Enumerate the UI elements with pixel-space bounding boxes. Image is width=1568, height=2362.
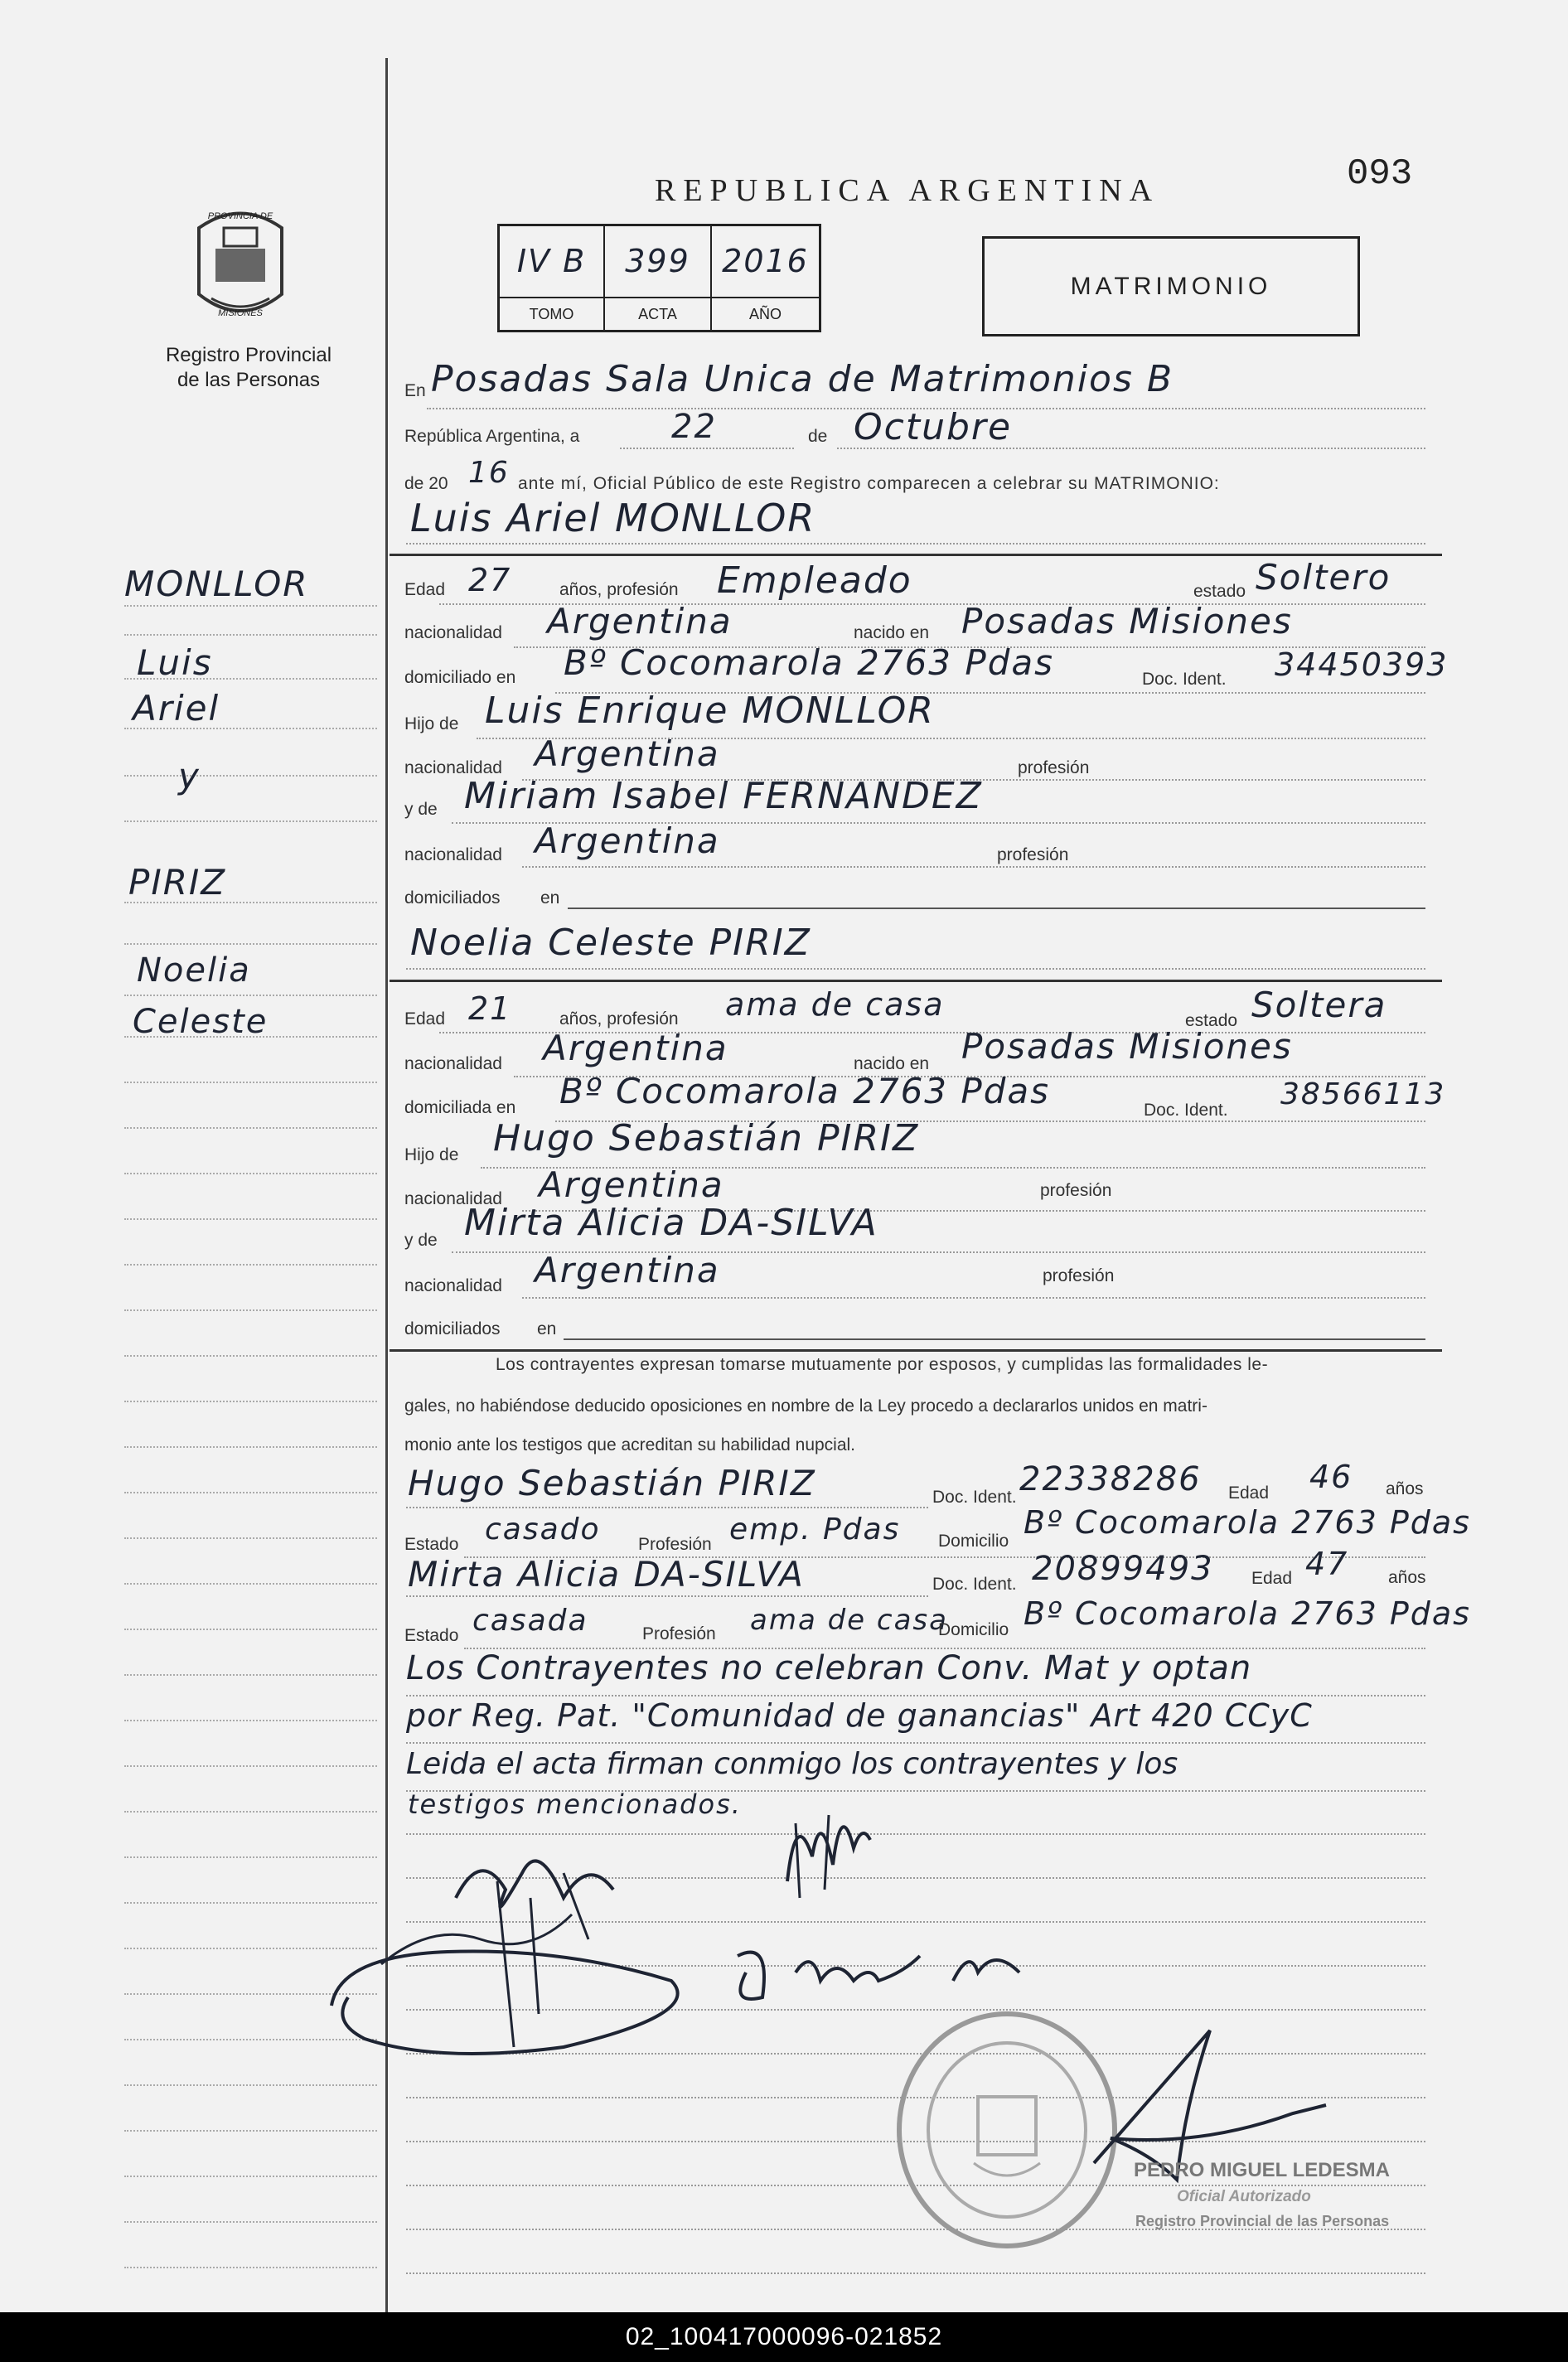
officer-title: Oficial Autorizado [1177,2188,1311,2205]
s2-padre-nac-value: Argentina [539,1164,724,1205]
s1-nacido-value: Posadas Misiones [961,601,1293,641]
w2-doc-label: Doc. Ident. [932,1575,1017,1594]
s2-edad-label: Edad [404,1009,446,1029]
notes-line3: Leida el acta firman conmigo los contrayentes y los [406,1747,1178,1781]
s1-padre-prof-label: profesión [1018,758,1090,777]
s2-madre-prof-label: profesión [1043,1266,1115,1285]
spouse1-name: Luis Ariel MONLLOR [410,496,816,540]
act-type-box: MATRIMONIO [982,236,1360,336]
s2-doc-label: Doc. Ident. [1144,1101,1228,1120]
s2-domiciliados-label: domiciliados [404,1319,501,1338]
s2-domicilio-value: Bº Cocomarola 2763 Pdas [559,1071,1050,1111]
s2-estado-label: estado [1185,1011,1238,1030]
official-stamp-text [895,2014,896,2015]
s1-hijo-label: Hijo de [404,714,459,733]
w1-profesion-value: emp. Pdas [729,1513,901,1546]
day-value: 22 [671,408,717,446]
s2-edad-value: 21 [468,990,512,1027]
s2-nacionalidad-value: Argentina [543,1028,728,1068]
w1-edad-value: 46 [1309,1459,1353,1495]
s2-nacido-value: Posadas Misiones [961,1026,1293,1067]
margin-surname-1: MONLLOR [124,564,309,604]
s1-nacido-label: nacido en [854,623,930,642]
s1-doc-value: 34450393 [1275,646,1449,683]
seal-text-bottom: MISIONES [218,308,263,318]
spouse2-name: Noelia Celeste PIRIZ [410,922,811,964]
signature-spouse1-icon [315,1798,746,2064]
s2-en-label: en [537,1319,557,1338]
s1-anos-profesion-label: años, profesión [559,580,679,599]
s1-padre-nac-value: Argentina [535,733,720,774]
w2-estado-label: Estado [404,1626,459,1645]
s1-madre-nac-label: nacionalidad [404,845,502,864]
s2-hijo-label: Hijo de [404,1145,459,1164]
registry-name-line2: de las Personas [177,369,321,391]
registry-name-line1: Registro Provincial [165,344,332,366]
s2-estado-value: Soltera [1251,985,1387,1025]
s2-madre-nac-value: Argentina [535,1250,720,1290]
margin-conj: y [178,756,201,796]
w2-doc-value: 20899493 [1032,1550,1214,1588]
s1-madre-prof-label: profesión [997,845,1069,864]
s2-anos-profesion-label: años, profesión [559,1009,679,1029]
s2-doc-value: 38566113 [1280,1077,1446,1111]
month-value: Octubre [854,406,1013,448]
record-reference-box [497,224,821,332]
s1-edad-value: 27 [468,562,512,598]
s1-padre-value: Luis Enrique MONLLOR [485,690,935,732]
acta-label: ACTA [605,298,712,330]
w2-profesion-label: Profesión [642,1624,716,1643]
s2-madre-nac-label: nacionalidad [404,1276,502,1295]
s2-nacionalidad-label: nacionalidad [404,1054,502,1073]
notes-line2: por Reg. Pat. "Comunidad de ganancias" Art 420 CCyC [406,1697,1313,1734]
declaration-line3: monio ante los testigos que acreditan su habilidad nupcial. [404,1435,856,1454]
s2-padre-nac-label: nacionalidad [404,1189,502,1208]
notes-line4: testigos mencionados. [408,1788,742,1820]
s1-yde-label: y de [404,800,438,819]
location-value: Posadas Sala Unica de Matrimonios B [431,358,1174,400]
w1-profesion-label: Profesión [638,1535,712,1554]
page-number: 093 [1347,153,1413,195]
declaration-line1: Los contrayentes expresan tomarse mutuamente por esposos, y cumplidas las formalidades le- [496,1355,1269,1374]
s1-padre-nac-label: nacionalidad [404,758,502,777]
s2-madre-value: Mirta Alicia DA-SILVA [464,1202,878,1244]
s1-doc-label: Doc. Ident. [1142,670,1227,689]
w2-anos-label: años [1388,1568,1426,1587]
w1-name: Hugo Sebastián PIRIZ [408,1463,816,1503]
s1-domiciliados-label: domiciliados [404,888,501,908]
s2-domiciliada-label: domiciliada en [404,1098,516,1117]
margin-given-1b: Ariel [133,688,220,728]
s2-nacido-label: nacido en [854,1054,930,1073]
s2-profesion-value: ama de casa [725,986,945,1023]
w1-estado-label: Estado [404,1535,459,1554]
w2-edad-label: Edad [1251,1569,1293,1588]
acta-value: 399 [625,243,690,279]
s2-yde-label: y de [404,1231,438,1250]
w1-domicilio-label: Domicilio [938,1532,1009,1551]
tomo-label: TOMO [500,298,605,330]
margin-given-2b: Celeste [133,1003,269,1041]
s1-madre-nac-value: Argentina [535,820,720,861]
s1-en-label: en [540,888,560,908]
w1-domicilio-value: Bº Cocomarola 2763 Pdas [1024,1504,1471,1541]
w2-edad-value: 47 [1305,1546,1349,1582]
anio-label: AÑO [748,306,782,322]
w2-domicilio-label: Domicilio [938,1620,1009,1639]
w1-anos-label: años [1386,1479,1424,1498]
en-label: En [404,381,426,400]
w1-doc-label: Doc. Ident. [932,1488,1017,1507]
s1-domicilio-value: Bº Cocomarola 2763 Pdas [564,642,1054,683]
seal-text-top: PROVINCIA DE [207,211,273,221]
w1-estado-value: casado [485,1513,601,1546]
republica-label: República Argentina, a [404,427,580,446]
w2-name: Mirta Alicia DA-SILVA [408,1554,805,1595]
margin-surname-2: PIRIZ [128,862,227,903]
margin-given-2a: Noelia [137,951,251,990]
year-suffix-value: 16 [468,456,510,490]
officer-name: PEDRO MIGUEL LEDESMA [1134,2159,1390,2181]
s1-estado-label: estado [1193,582,1246,601]
w2-profesion-value: ama de casa [750,1604,948,1637]
s1-nacionalidad-value: Argentina [547,601,733,641]
w1-edad-label: Edad [1228,1484,1270,1503]
s1-madre-value: Miriam Isabel FERNANDEZ [464,775,983,817]
s2-padre-prof-label: profesión [1040,1181,1112,1200]
image-code-footer: 02_100417000096-021852 [0,2312,1568,2362]
s1-estado-value: Soltero [1256,557,1391,598]
s1-domiciliado-label: domiciliado en [404,668,516,687]
s2-padre-value: Hugo Sebastián PIRIZ [493,1117,920,1159]
ante-text: ante mí, Oficial Público de este Registro comparecen a celebrar su MATRIMONIO: [518,474,1220,493]
margin-given-1a: Luis [137,642,213,683]
w1-doc-value: 22338286 [1019,1460,1202,1498]
tomo-value: IV B [516,243,587,279]
s1-edad-label: Edad [404,580,446,599]
signature-witness2-icon [721,1923,1053,2014]
w2-domicilio-value: Bº Cocomarola 2763 Pdas [1024,1595,1471,1632]
declaration-line2: gales, no habiéndose deducido oposiciones en nombre de la Ley procedo a declararlos unidos en matri- [404,1396,1207,1416]
officer-org: Registro Provincial de las Personas [1135,2213,1390,2229]
year-prefix-label: de 20 [404,474,448,493]
w2-estado-value: casada [472,1604,588,1638]
anio-value: 2016 [722,243,809,279]
de-label: de [808,427,828,446]
signature-witness-icon [762,1790,878,1906]
notes-line1: Los Contrayentes no celebran Conv. Mat y optan [406,1649,1252,1687]
country-title: REPUBLICA ARGENTINA [655,173,1160,208]
s1-profesion-value: Empleado [717,559,912,602]
s1-nacionalidad-label: nacionalidad [404,623,502,642]
